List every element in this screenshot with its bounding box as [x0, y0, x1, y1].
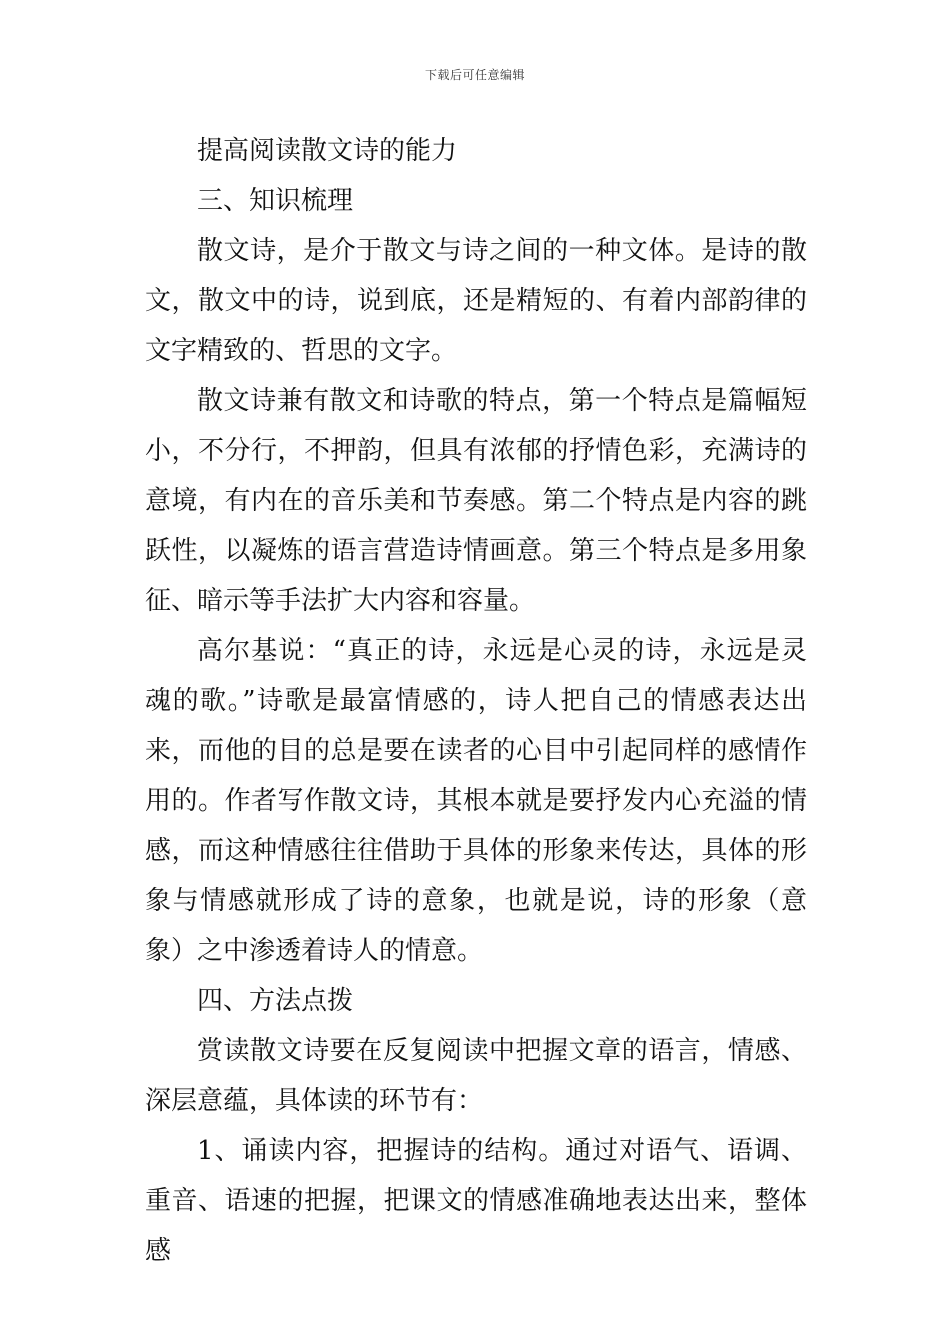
paragraph-definition: 散文诗，是介于散文与诗之间的一种文体。是诗的散文，散文中的诗，说到底，还是精短的、有着内部韵律的文字精致的、哲思的文字。	[145, 236, 807, 366]
section-line-reading-ability: 提高阅读散文诗的能力	[197, 136, 458, 166]
section-heading-methods: 四、方法点拨	[197, 986, 354, 1016]
paragraph-features: 散文诗兼有散文和诗歌的特点，第一个特点是篇幅短小，不分行，不押韵，但具有浓郁的抒情色彩，充满诗的意境，有内在的音乐美和节奏感。第二个特点是内容的跳跃性，以凝炼的语言营造诗情画意。第三个特点是多用象征、暗示等手法扩大内容和容量。	[145, 386, 807, 616]
paragraph-step-one: 1、诵读内容，把握诗的结构。通过对语气、语调、重音、语速的把握，把课文的情感准确地表达出来，整体感	[145, 1136, 807, 1266]
paragraph-gorky-quote: 高尔基说：“真正的诗，永远是心灵的诗，永远是灵魂的歌。”诗歌是最富情感的，诗人把自己的情感表达出来，而他的目的总是要在读者的心目中引起同样的感情作用的。作者写作散文诗，其根本就是要抒发内心充溢的情感，而这种情感往往借助于具体的形象来传达，具体的形象与情感就形成了诗的意象，也就是说，诗的形象（意象）之中渗透着诗人的情意。	[145, 636, 807, 966]
page-header: 下载后可任意编辑	[424, 68, 525, 82]
document-body	[145, 126, 807, 1276]
paragraph-reading-method: 赏读散文诗要在反复阅读中把握文章的语言，情感、深层意蕴，具体读的环节有：	[145, 1036, 807, 1116]
section-heading-knowledge: 三、知识梳理	[197, 186, 354, 216]
